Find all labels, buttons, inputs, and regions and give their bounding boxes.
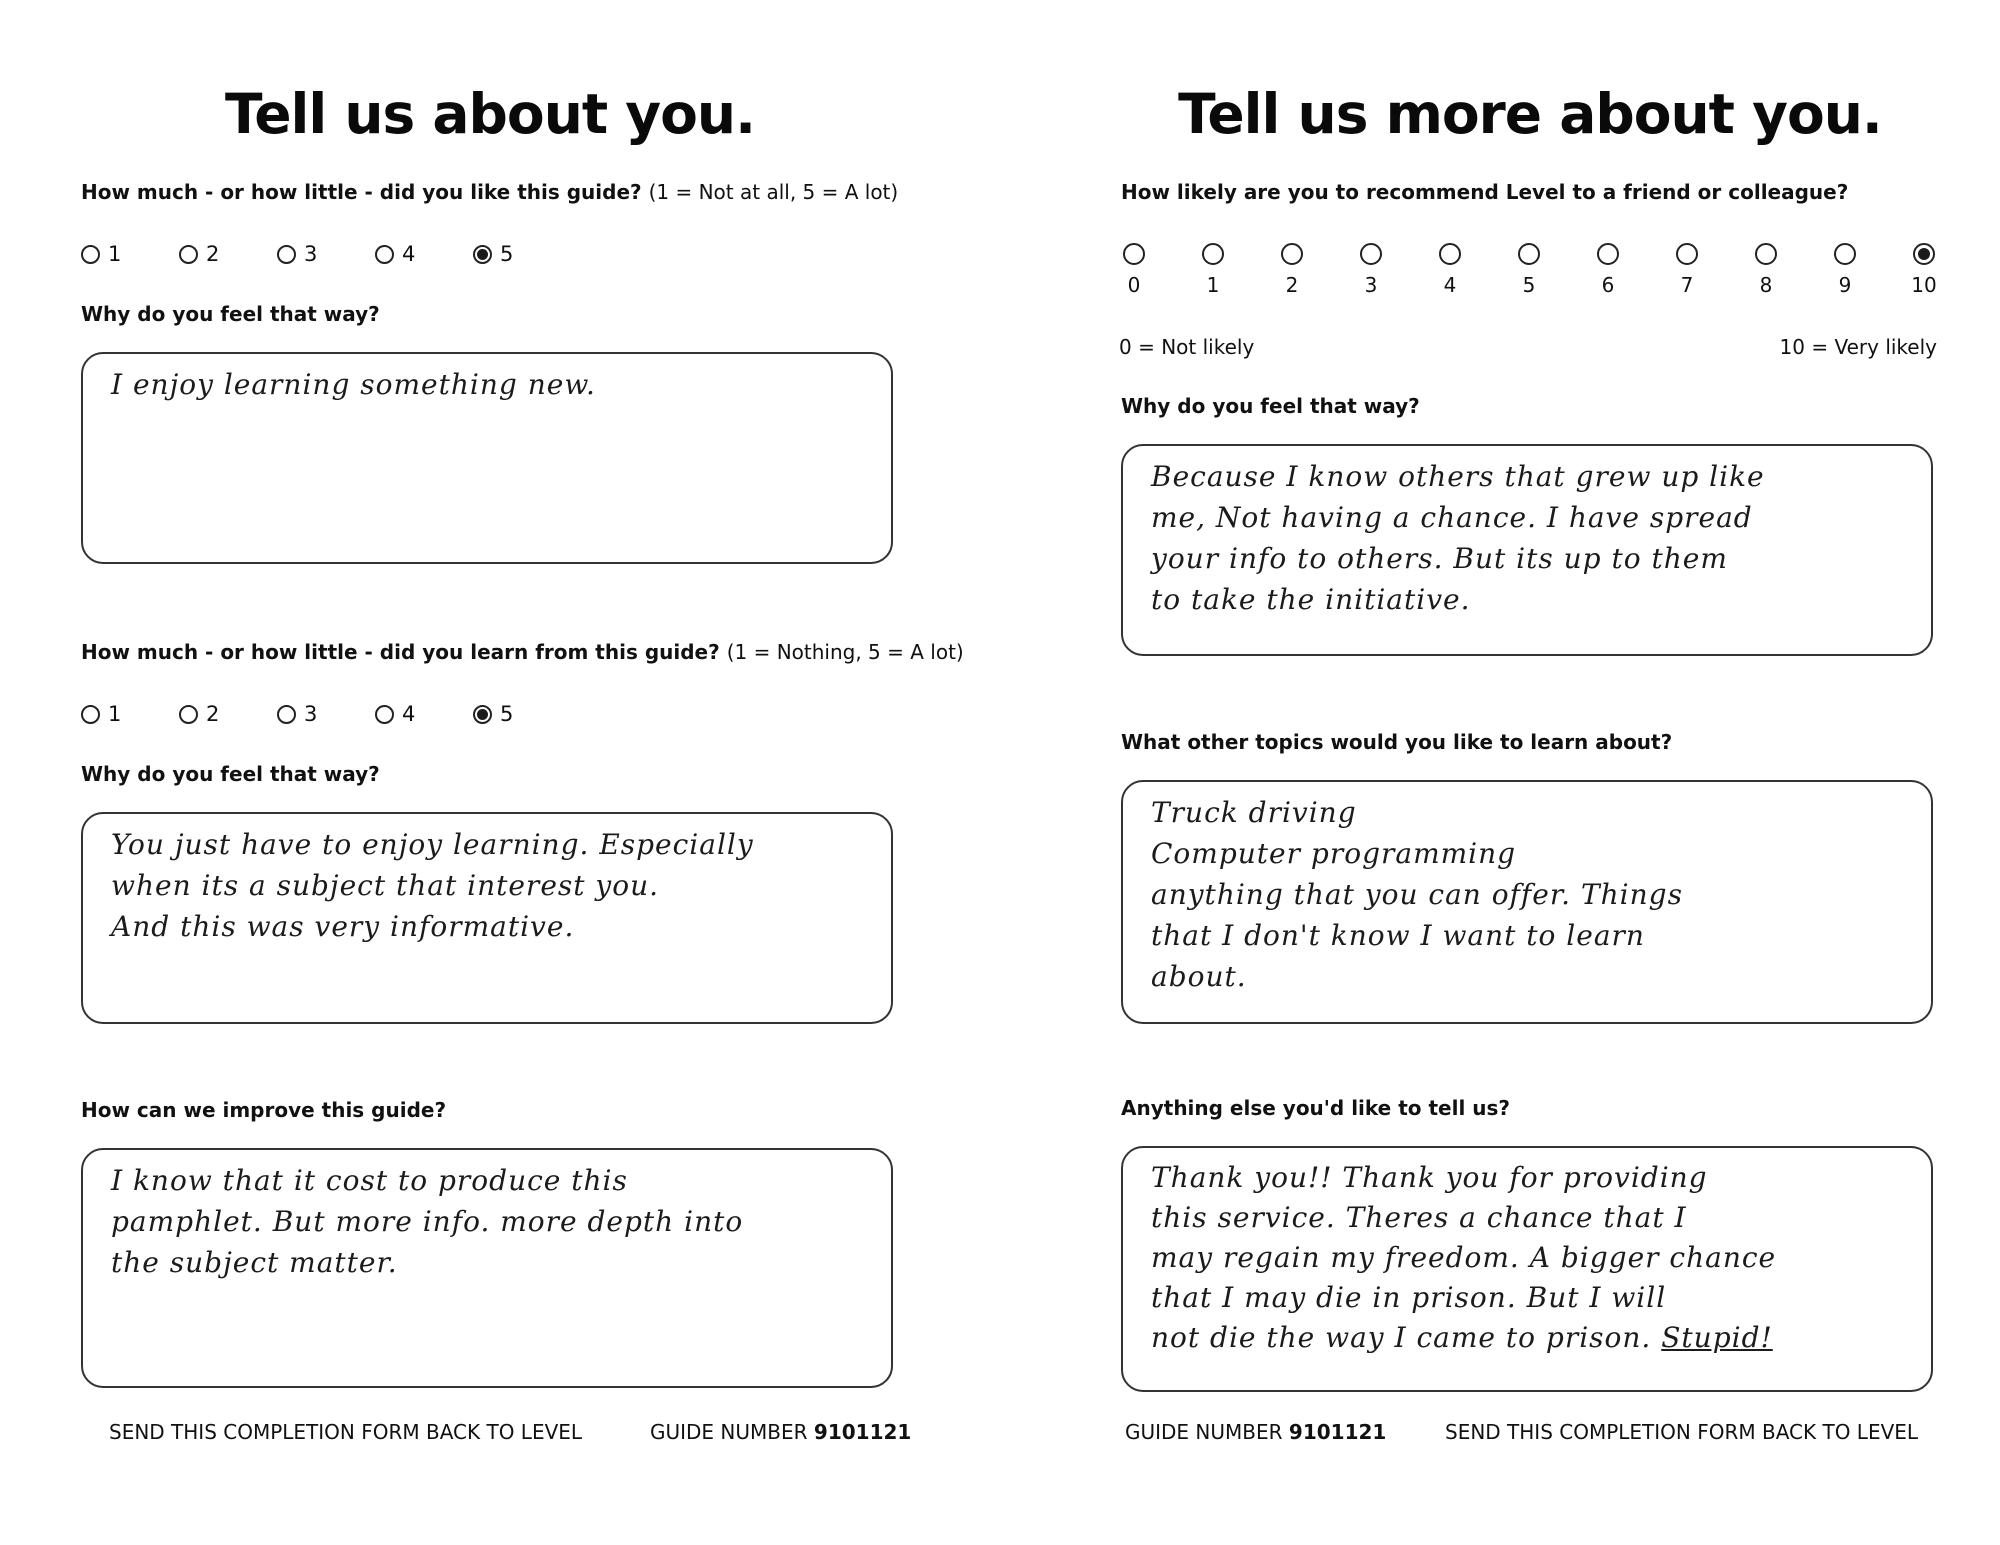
- recommend-why-answer-box[interactable]: [1121, 444, 1933, 656]
- nps-option-7[interactable]: 7: [1672, 240, 1702, 297]
- radio-circle-icon[interactable]: [1597, 243, 1619, 265]
- nps-low-label: 0 = Not likely: [1119, 335, 1255, 359]
- improve-answer: I know that it cost to produce this pamphlet. But more info. more depth into the subject matter.: [111, 1164, 744, 1279]
- like-rating-option-4[interactable]: 4: [375, 242, 473, 266]
- learn-why-question: Why do you feel that way?: [81, 762, 380, 786]
- like-rating-option-3[interactable]: 3: [277, 242, 375, 266]
- learn-guide-question: [81, 640, 964, 664]
- anything-else-text: Thank you!! Thank you for providing this service. Theres a chance that I may regain my freedom. A bigger chance that I may die in prison. But I will not die the way I came to prison.: [1151, 1161, 1777, 1354]
- like-rating-option-1[interactable]: 1: [81, 242, 179, 266]
- learn-guide-rating[interactable]: [81, 702, 571, 726]
- left-page: [75, 0, 964, 1545]
- learn-rating-option-5[interactable]: 5: [473, 702, 571, 726]
- recommend-rating[interactable]: [1119, 240, 1939, 300]
- like-guide-question: [81, 180, 898, 204]
- recommend-why-answer: Because I know others that grew up like me, Not having a chance. I have spread your info to others. But its up to them to take the initiative.: [1151, 460, 1765, 616]
- radio-circle-icon[interactable]: [179, 705, 198, 724]
- like-guide-rating[interactable]: [81, 242, 571, 266]
- left-footer-send: SEND THIS COMPLETION FORM BACK TO LEVEL: [109, 1420, 583, 1444]
- right-footer-guide: [1125, 1420, 1386, 1444]
- nps-option-5[interactable]: 5: [1514, 240, 1544, 297]
- nps-option-0[interactable]: 0: [1119, 240, 1149, 297]
- radio-circle-icon[interactable]: [1439, 243, 1461, 265]
- learn-rating-option-3[interactable]: 3: [277, 702, 375, 726]
- nps-option-1[interactable]: 1: [1198, 240, 1228, 297]
- learn-guide-question-label: How much - or how little - did you learn from this guide?: [81, 640, 720, 664]
- radio-circle-icon[interactable]: [81, 245, 100, 264]
- like-why-answer: I enjoy learning something new.: [111, 368, 596, 401]
- learn-why-answer: You just have to enjoy learning. Especially when its a subject that interest you. And this was very informative.: [111, 828, 754, 943]
- guide-number-label: GUIDE NUMBER: [650, 1420, 808, 1444]
- nps-option-2[interactable]: 2: [1277, 240, 1307, 297]
- nps-option-8[interactable]: 8: [1751, 240, 1781, 297]
- learn-rating-option-4[interactable]: 4: [375, 702, 473, 726]
- radio-checked-icon[interactable]: [1913, 243, 1935, 265]
- recommend-question: How likely are you to recommend Level to a friend or colleague?: [1121, 180, 1849, 204]
- nps-high-label: 10 = Very likely: [1779, 335, 1937, 359]
- topics-question: What other topics would you like to learn about?: [1121, 730, 1673, 754]
- radio-circle-icon[interactable]: [1360, 243, 1382, 265]
- guide-number-label: GUIDE NUMBER: [1125, 1420, 1283, 1444]
- improve-answer-box[interactable]: [81, 1148, 893, 1388]
- nps-option-9[interactable]: 9: [1830, 240, 1860, 297]
- radio-circle-icon[interactable]: [277, 245, 296, 264]
- anything-else-answer: [1151, 1158, 1907, 1358]
- radio-checked-icon[interactable]: [473, 705, 492, 724]
- radio-circle-icon[interactable]: [1202, 243, 1224, 265]
- anything-else-question: Anything else you'd like to tell us?: [1121, 1096, 1511, 1120]
- radio-circle-icon[interactable]: [1676, 243, 1698, 265]
- nps-option-4[interactable]: 4: [1435, 240, 1465, 297]
- right-page: [1115, 0, 1945, 1545]
- guide-number-value: 9101121: [1288, 1420, 1387, 1444]
- topics-answer-box[interactable]: [1121, 780, 1933, 1024]
- radio-circle-icon[interactable]: [1834, 243, 1856, 265]
- topics-answer: Truck driving Computer programming anything that you can offer. Things that I don't know I want to learn about.: [1151, 796, 1683, 993]
- like-rating-option-5[interactable]: 5: [473, 242, 571, 266]
- learn-rating-option-1[interactable]: 1: [81, 702, 179, 726]
- learn-guide-scale: (1 = Nothing, 5 = A lot): [726, 640, 964, 664]
- right-page-title: Tell us more about you.: [1178, 82, 1882, 146]
- guide-number-value: 9101121: [813, 1420, 912, 1444]
- like-rating-option-2[interactable]: 2: [179, 242, 277, 266]
- nps-option-6[interactable]: 6: [1593, 240, 1623, 297]
- anything-else-answer-box[interactable]: [1121, 1146, 1933, 1392]
- radio-circle-icon[interactable]: [375, 705, 394, 724]
- radio-circle-icon[interactable]: [179, 245, 198, 264]
- like-why-question: Why do you feel that way?: [81, 302, 380, 326]
- learn-why-answer-box[interactable]: [81, 812, 893, 1024]
- nps-option-10[interactable]: 10: [1909, 240, 1939, 297]
- learn-rating-option-2[interactable]: 2: [179, 702, 277, 726]
- improve-question: How can we improve this guide?: [81, 1098, 447, 1122]
- like-why-answer-box[interactable]: [81, 352, 893, 564]
- radio-circle-icon[interactable]: [1755, 243, 1777, 265]
- radio-circle-icon[interactable]: [81, 705, 100, 724]
- radio-circle-icon[interactable]: [1123, 243, 1145, 265]
- recommend-why-question: Why do you feel that way?: [1121, 394, 1420, 418]
- radio-circle-icon[interactable]: [277, 705, 296, 724]
- radio-circle-icon[interactable]: [1281, 243, 1303, 265]
- radio-circle-icon[interactable]: [375, 245, 394, 264]
- nps-option-3[interactable]: 3: [1356, 240, 1386, 297]
- anything-else-underlined: Stupid!: [1661, 1321, 1773, 1354]
- radio-checked-icon[interactable]: [473, 245, 492, 264]
- left-footer-guide: [650, 1420, 911, 1444]
- like-guide-question-label: How much - or how little - did you like this guide?: [81, 180, 642, 204]
- like-guide-scale: (1 = Not at all, 5 = A lot): [648, 180, 899, 204]
- radio-circle-icon[interactable]: [1518, 243, 1540, 265]
- left-page-title: Tell us about you.: [225, 82, 755, 146]
- right-footer-send: SEND THIS COMPLETION FORM BACK TO LEVEL: [1445, 1420, 1919, 1444]
